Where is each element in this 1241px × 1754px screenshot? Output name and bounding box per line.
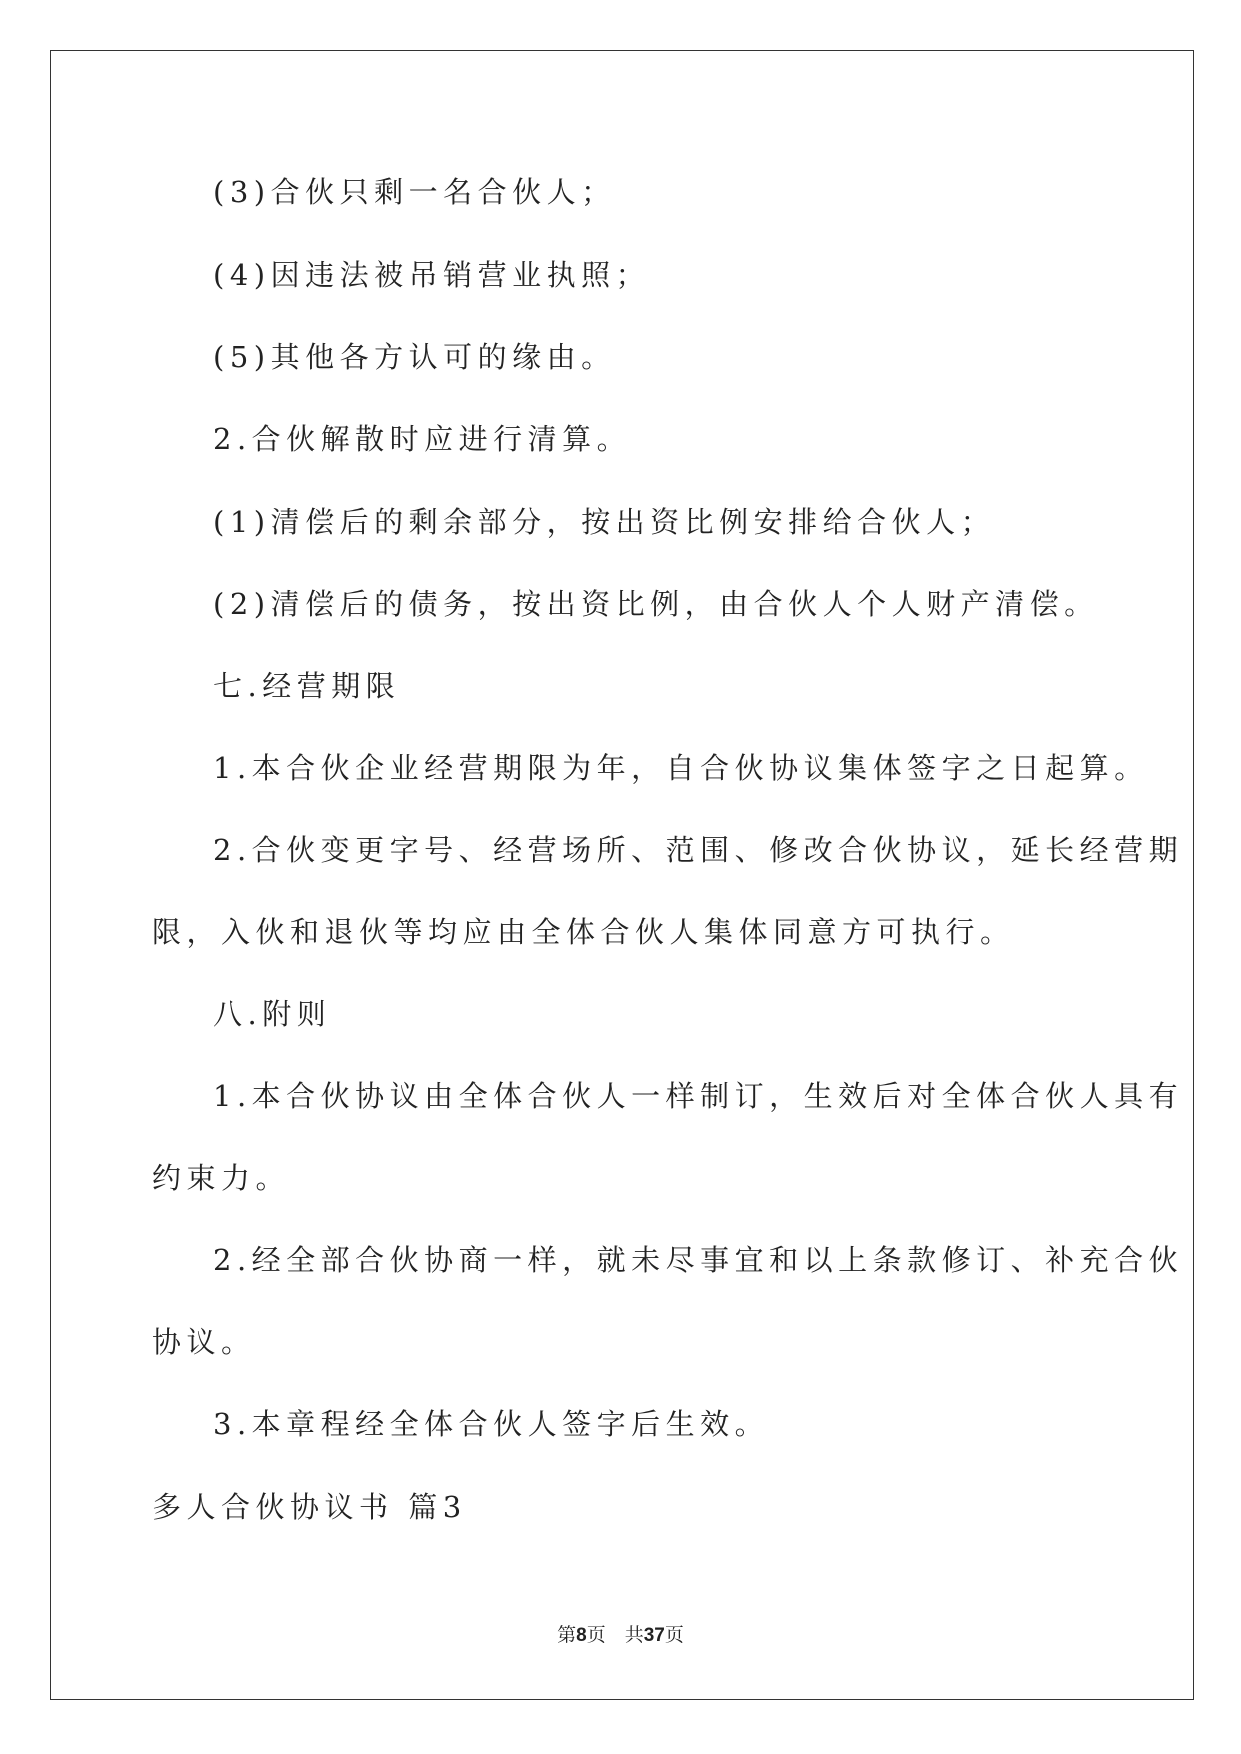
page-border [50,50,1194,1700]
paragraph-line: (1)清偿后的剩余部分，按出资比例安排给合伙人； [213,505,996,539]
paragraph-line: 3.本章程经全体合伙人签字后生效。 [213,1407,770,1441]
paragraph-line: 约束力。 [152,1161,291,1195]
paragraph-line: 1.本合伙企业经营期限为年，自合伙协议集体签字之日起算。 [213,751,1149,785]
paragraph-line: 限，入伙和退伙等均应由全体合伙人集体同意方可执行。 [152,915,1015,949]
footer-suffix: 页 [664,1624,684,1646]
paragraph-line: (3)合伙只剩一名合伙人； [213,175,616,209]
paragraph-line: 2.经全部合伙协商一样，就未尽事宜和以上条款修订、补充合伙 [213,1243,1184,1277]
paragraph-line: (2)清偿后的债务，按出资比例，由合伙人个人财产清偿。 [213,587,1099,621]
paragraph-line: (5)其他各方认可的缘由。 [213,340,616,374]
footer-total-pages: 37 [643,1625,665,1646]
footer-page-number: 8 [576,1625,587,1646]
section-heading: 多人合伙协议书 篇3 [152,1490,467,1524]
footer-prefix: 第 [557,1624,577,1646]
paragraph-line: 1.本合伙协议由全体合伙人一样制订，生效后对全体合伙人具有 [213,1079,1184,1113]
footer-mid: 页 共 [586,1624,644,1646]
paragraph-line: (4)因违法被吊销营业执照； [213,258,651,292]
paragraph-line: 2.合伙变更字号、经营场所、范围、修改合伙协议，延长经营期 [213,833,1184,867]
section-title: 八.附则 [213,997,332,1031]
page-footer [0,1626,1241,1645]
paragraph-line: 协议。 [152,1325,256,1359]
paragraph-line: 2.合伙解散时应进行清算。 [213,422,632,456]
section-title: 七.经营期限 [213,669,401,703]
